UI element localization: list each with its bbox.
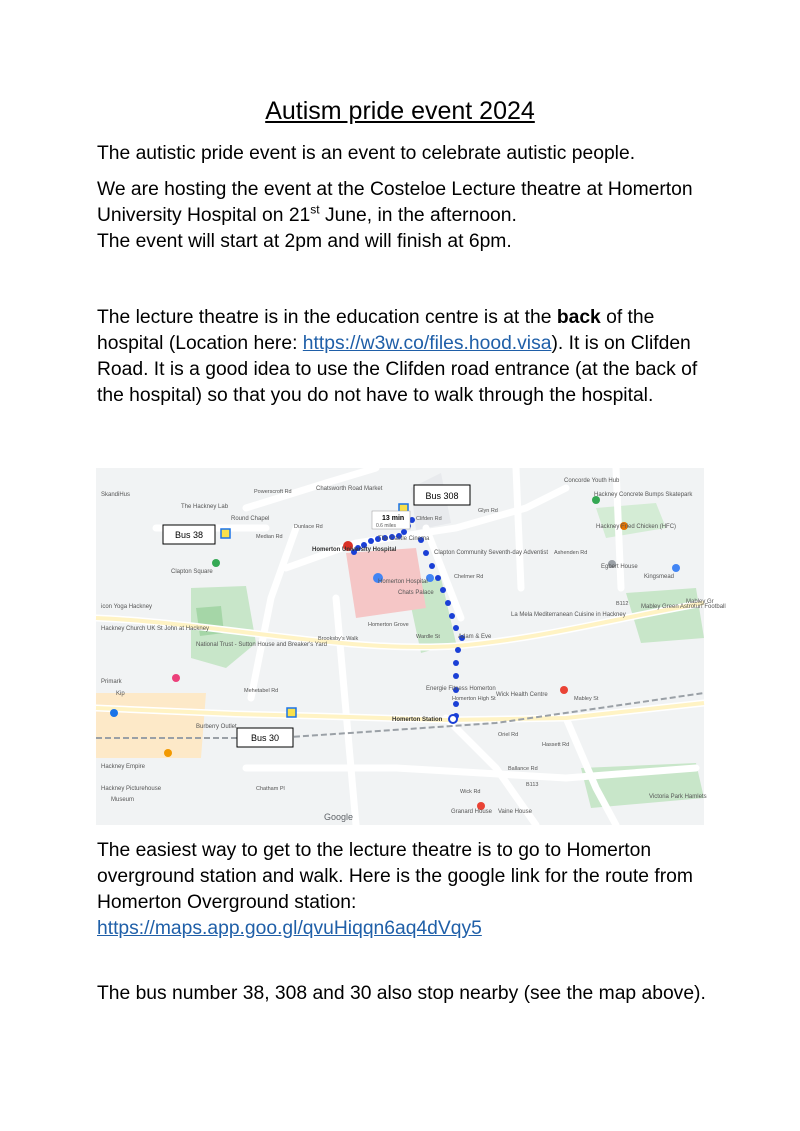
bus-38-label: Bus 38	[174, 530, 204, 540]
map-place-label: Homerton Hospital	[378, 579, 428, 585]
map-place-label: La Mela Mediterranean Cuisine in Hackney	[511, 612, 626, 618]
venue-text: We are hosting the event at the Costeloe Lecture theatre at Homerton University Hospital on 21	[97, 179, 693, 226]
map-road-label: Chatham Pl	[256, 786, 285, 792]
map-road-label: Chelmer Rd	[454, 574, 484, 580]
map-place-label: icon Yoga Hackney	[101, 604, 153, 610]
map-place-label: Burberry Outlet	[196, 724, 237, 730]
map-place-label: Mabley Green Astroturf Football	[641, 604, 726, 610]
buses-paragraph: The bus number 38, 308 and 30 also stop nearby (see the map above).	[97, 983, 706, 1004]
map-road-label: Mehetabel Rd	[244, 688, 279, 694]
bus-stop-icon	[287, 708, 296, 717]
map-road-label: Clifden Rd	[416, 516, 442, 522]
location-text-1: The lecture theatre is in the education centre is at the	[97, 307, 557, 328]
map-place-label: Kip	[116, 691, 125, 697]
map-place-label: Hackney Concrete Bumps Skatepark	[594, 492, 693, 498]
location-emphasis: back	[556, 307, 601, 328]
map-place-label: Hackney Church UK St John at Hackney	[101, 626, 210, 632]
destination-label: Homerton University Hospital	[312, 547, 397, 553]
map-place-label: National Trust - Sutton House and Breaker's Yard	[196, 642, 327, 648]
station-label: Homerton Station	[392, 717, 443, 723]
map-place-label: Mabley Gr	[686, 599, 714, 605]
map-place-label: Round Chapel	[231, 516, 270, 522]
map-place-label: Hackney Fried Chicken (HFC)	[596, 524, 677, 530]
directions-text: The easiest way to get to the lecture theatre is to go to Homerton overground station and walk. Here is the google link for the route from Homerton Overground station:	[97, 840, 693, 913]
map-place-label: The Castle Cinema	[378, 536, 430, 542]
map-road-label: Oriel Rd	[498, 732, 519, 738]
route-time: 13 min	[382, 515, 405, 522]
map-place-label: Energie Fitness Homerton	[426, 686, 496, 692]
event-time: The event will start at 2pm and will finish at 6pm.	[97, 231, 512, 252]
what3words-link[interactable]: https://w3w.co/files.hood.visa	[302, 333, 552, 354]
map-place-label: Victoria Park Hamlets	[649, 794, 707, 800]
bus-stop-icon	[221, 529, 230, 538]
map-place-label: Concorde Youth Hub	[564, 478, 620, 484]
map-place-label: Adam & Eve	[458, 634, 492, 640]
page-title: Autism pride event 2024	[265, 97, 535, 125]
location-paragraph	[97, 305, 717, 409]
map-road-label: Homerton Grove	[368, 622, 409, 628]
directions-paragraph	[97, 838, 717, 942]
map-place-label: Vaine House	[498, 809, 532, 815]
map-place-label: SkandiHus	[101, 492, 131, 498]
route-distance: 0.6 miles	[376, 523, 397, 529]
map-road-label: B113	[526, 782, 539, 788]
map-place-label: Museum	[111, 797, 135, 803]
map-road-label: Powerscroft Rd	[254, 489, 292, 495]
venue-paragraph	[97, 177, 717, 255]
map-road-label: Glyn Rd	[478, 508, 498, 514]
map-place-label: Hackney Picturehouse	[101, 786, 162, 792]
map-place-label: Chatsworth Road Market	[316, 486, 383, 492]
map-road-label: Mabley St	[574, 696, 599, 702]
map-road-label: Wardle St	[416, 634, 440, 640]
map-road-label: Ballance Rd	[508, 766, 538, 772]
map-place-label: Clapton Community Seventh-day Adventist	[434, 550, 549, 556]
bus-30-label: Bus 30	[250, 733, 280, 743]
map-place-label: The Hackney Lab	[181, 504, 229, 510]
map-place-label: Wick Health Centre	[496, 692, 548, 698]
map-road-label: Ashenden Rd	[554, 550, 588, 556]
map-road-label: Wick Rd	[460, 789, 481, 795]
venue-text-2: June, in the afternoon.	[319, 205, 517, 226]
location-text-2: of the hospital (Location here:	[97, 307, 655, 354]
ordinal-suffix: st	[310, 202, 320, 217]
google-maps-link[interactable]: https://maps.app.goo.gl/qvuHiqqn6aq4dVqy5	[97, 918, 482, 939]
map-road-label: Dunlace Rd	[294, 524, 323, 530]
bus-308-label: Bus 308	[425, 491, 459, 501]
map-place-label: Granard House	[451, 809, 493, 815]
map-road-label: Hassett Rd	[542, 742, 570, 748]
intro-paragraph: The autistic pride event is an event to celebrate autistic people.	[97, 143, 636, 164]
map-road-label: Median Rd	[256, 534, 283, 540]
map-road-label: B112	[616, 601, 629, 607]
location-map[interactable]	[96, 468, 726, 825]
map-place-label: Egbert House	[601, 564, 638, 570]
map-place-label: Kingsmead	[644, 574, 675, 580]
map-road-label: Homerton High St	[452, 696, 496, 702]
map-place-label: Primark	[101, 679, 122, 685]
map-place-label: Clapton Square	[171, 569, 213, 575]
map-road-label: Brooksby's Walk	[318, 636, 359, 642]
station-marker-icon	[449, 715, 457, 723]
location-text-3: ). It is on Clifden Road. It is a good idea to use the Clifden road entrance (at the back of the hospital) so that you do not have to walk through the hospital.	[97, 333, 698, 406]
map-place-label: Chats Palace	[398, 590, 434, 596]
map-place-label: Hackney Empire	[101, 764, 146, 770]
map-attribution: Google	[324, 812, 354, 822]
